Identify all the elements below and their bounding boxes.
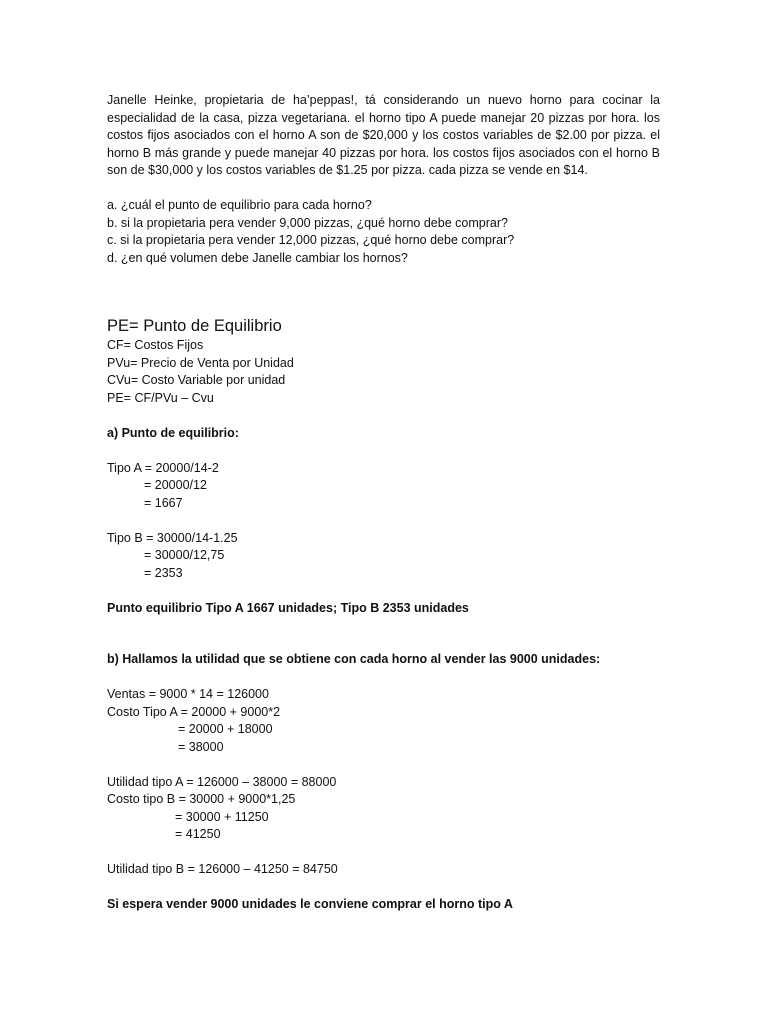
costo-a-calculation xyxy=(107,704,660,757)
paragraph-line: costos fijos asociados con el horno A son de $20,000 y los costos variables de $2.00 por pizza. el xyxy=(107,128,660,142)
calc-line: = 2353 xyxy=(144,565,183,580)
calc-line: = 30000 + 11250 xyxy=(175,809,269,824)
definition-item: PVu= Precio de Venta por Unidad xyxy=(107,355,294,370)
definition-item: CF= Costos Fijos xyxy=(107,338,204,352)
document-body xyxy=(107,92,660,914)
utilidad-a-line: Utilidad tipo A = 126000 – 38000 = 88000 xyxy=(107,774,337,789)
tipo-a-calculation xyxy=(107,460,660,513)
calc-line: = 20000/12 xyxy=(144,478,207,492)
paragraph-line: especialidad de la casa, pizza vegetariana. el horno tipo A puede manejar 20 pizzas por hora. los xyxy=(107,110,660,125)
section-a-title: a) Punto de equilibrio: xyxy=(107,425,239,440)
question-item: a. ¿cuál el punto de equilibrio para cada horno? xyxy=(107,198,372,212)
tipo-b-calculation xyxy=(107,530,660,583)
calc-line: Costo Tipo A = 20000 + 9000*2 xyxy=(107,704,281,719)
questions-list xyxy=(107,197,660,267)
definition-item: PE= CF/PVu – Cvu xyxy=(107,390,214,405)
paragraph-line: horno B más grande y puede manejar 40 pizzas por hora. los costos fijos asociados con el horno B xyxy=(107,145,660,160)
ventas-line: Ventas = 9000 * 14 = 126000 xyxy=(107,687,269,701)
definition-item: CVu= Costo Variable por unidad xyxy=(107,373,286,387)
calc-line: = 1667 xyxy=(144,495,183,510)
question-item: d. ¿en qué volumen debe Janelle cambiar los hornos? xyxy=(107,250,408,265)
definitions-list xyxy=(107,337,660,407)
utilidad-b-line: Utilidad tipo B = 126000 – 41250 = 84750 xyxy=(107,862,338,876)
question-item: c. si la propietaria pera vender 12,000 pizzas, ¿qué horno debe comprar? xyxy=(107,233,515,247)
calc-line: = 38000 xyxy=(178,739,224,754)
paragraph-line: Janelle Heinke, propietaria de ha’peppas!, tá considerando un nuevo horno para cocinar la xyxy=(107,93,660,107)
section-b-title: b) Hallamos la utilidad que se obtiene con cada horno al vender las 9000 unidades: xyxy=(107,652,601,666)
calc-line: Tipo B = 30000/14-1.25 xyxy=(107,530,238,545)
calc-line: = 41250 xyxy=(175,827,221,841)
section-a-conclusion: Punto equilibrio Tipo A 1667 unidades; Tipo B 2353 unidades xyxy=(107,600,469,615)
costo-b-calculation xyxy=(107,791,660,844)
problem-paragraph xyxy=(107,92,660,180)
calc-line: = 20000 + 18000 xyxy=(178,722,273,736)
definitions-heading: PE= Punto de Equilibrio xyxy=(107,317,282,335)
paragraph-line: son de $30,000 y los costos variables de $1.25 por pizza. cada pizza se vende en $14. xyxy=(107,163,588,177)
calc-line: = 30000/12,75 xyxy=(144,548,225,562)
calc-line: Costo tipo B = 30000 + 9000*1,25 xyxy=(107,792,296,806)
calc-line: Tipo A = 20000/14-2 xyxy=(107,460,219,475)
question-item: b. si la propietaria pera vender 9,000 pizzas, ¿qué horno debe comprar? xyxy=(107,215,508,230)
section-b-conclusion: Si espera vender 9000 unidades le conviene comprar el horno tipo A xyxy=(107,897,513,911)
